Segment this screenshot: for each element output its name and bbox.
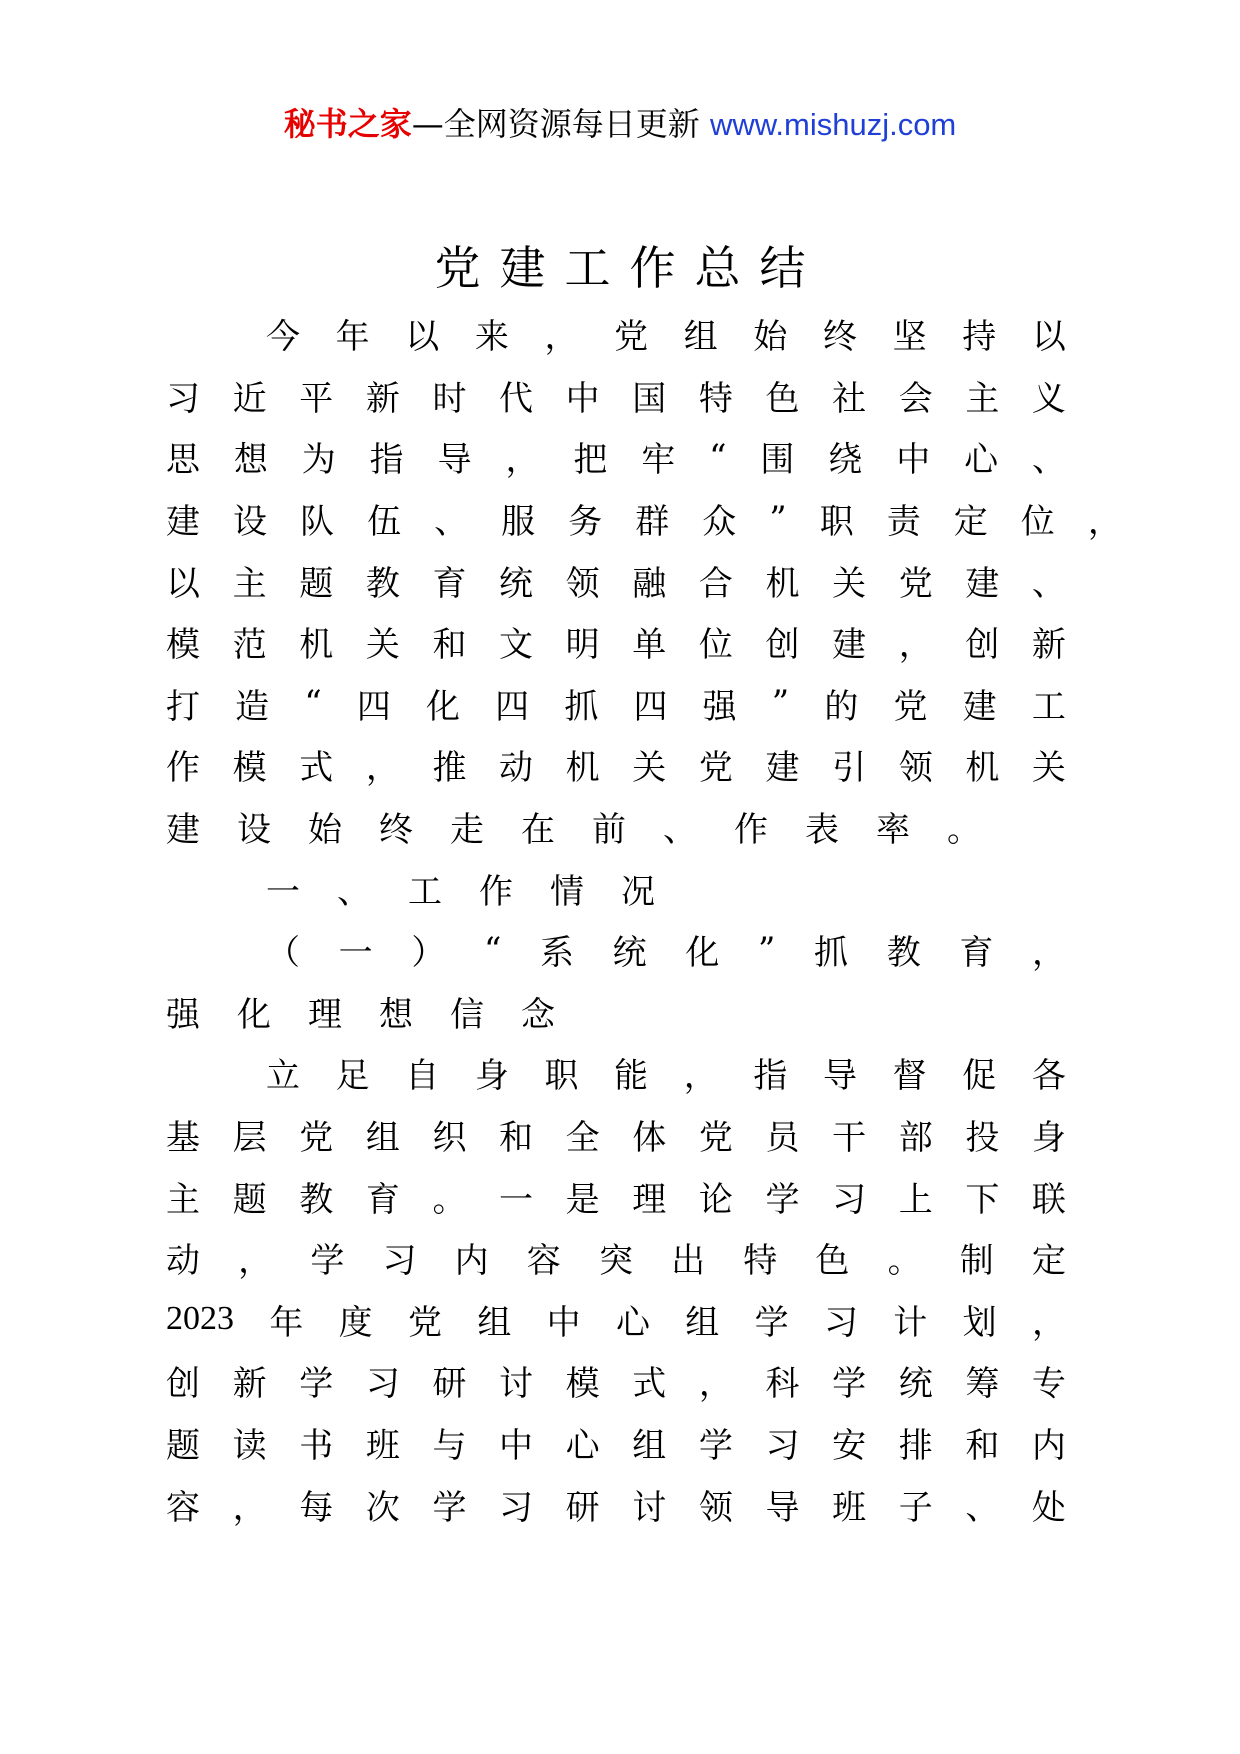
text-line: 题 读 书 班 与 中 心 组 学 习 安 排 和 内 xyxy=(166,1425,1066,1466)
site-brand: 秘书之家 xyxy=(283,105,412,143)
document-title: 党建工作总结 xyxy=(434,241,825,295)
subsection-heading: （ 一 ） “ 系 统 化 ” 抓 教 育 ， xyxy=(266,929,1066,974)
site-url-link[interactable]: www.mishuzj.com xyxy=(709,107,957,142)
document-body xyxy=(166,303,1122,1535)
text-line: 打 造 “ 四 化 四 抓 四 强 ” 的 党 建 工 xyxy=(166,683,1066,727)
text-line: 以 主 题 教 育 统 领 融 合 机 关 党 建 、 xyxy=(166,563,1066,604)
text-line: 今 年 以 来 ， 党 组 始 终 坚 持 以 xyxy=(266,317,1066,358)
section-heading: 一 、 工 作 情 况 xyxy=(266,871,655,912)
text-line: 建 设 队 伍 、 服 务 群 众 ” 职 责 定 位 ， xyxy=(166,498,1122,543)
text-line: 创 新 学 习 研 讨 模 式 ， 科 学 统 筹 专 xyxy=(166,1364,1066,1405)
site-banner xyxy=(0,100,1240,149)
text-line: 习 近 平 新 时 代 中 国 特 色 社 会 主 义 xyxy=(166,378,1066,419)
text-line: 动 ， 学 习 内 容 突 出 特 色 。 制 定 xyxy=(166,1241,1066,1282)
text-line: 模 范 机 关 和 文 明 单 位 创 建 ， 创 新 xyxy=(166,625,1066,666)
text-line: 2023 年 度 党 组 中 心 组 学 习 计 划 ， xyxy=(166,1300,1066,1343)
text-line: 容 ， 每 次 学 习 研 讨 领 导 班 子 、 处 xyxy=(166,1487,1066,1528)
text-line: 主 题 教 育 。 一 是 理 论 学 习 上 下 联 xyxy=(166,1179,1066,1220)
text-line: 思 想 为 指 导 ， 把 牢 “ 围 绕 中 心 、 xyxy=(166,436,1066,481)
text-line: 建 设 始 终 走 在 前 、 作 表 率 。 xyxy=(166,810,981,851)
site-tagline: —全网资源每日更新 xyxy=(411,105,710,143)
text-line: 基 层 党 组 织 和 全 体 党 员 干 部 投 身 xyxy=(166,1118,1066,1159)
text-line: 立 足 自 身 职 能 ， 指 导 督 促 各 xyxy=(266,1056,1066,1097)
text-line: 作 模 式 ， 推 动 机 关 党 建 引 领 机 关 xyxy=(166,748,1066,789)
subsection-heading-cont: 强 化 理 想 信 念 xyxy=(166,994,555,1035)
